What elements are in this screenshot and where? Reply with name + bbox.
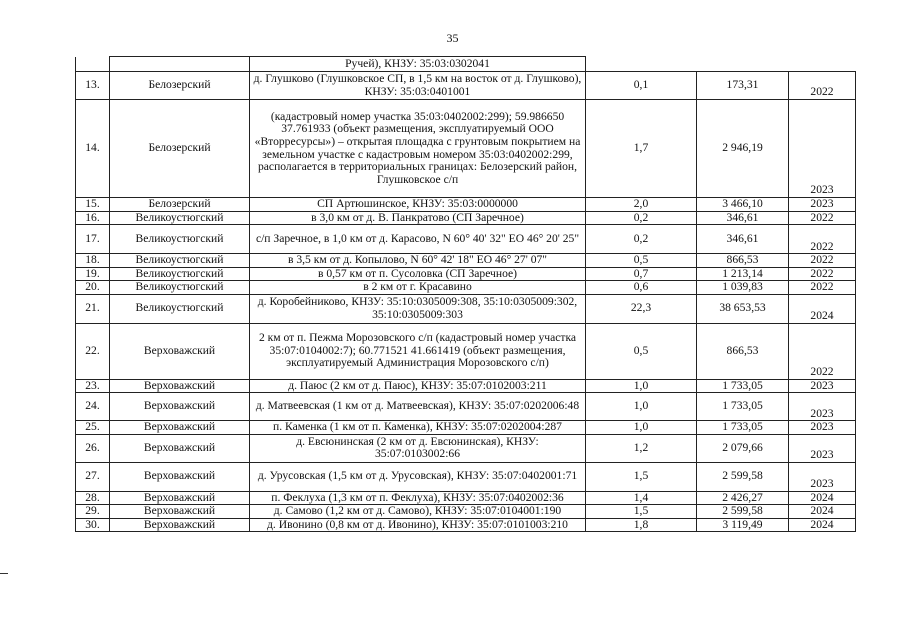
table-row: [76, 393, 856, 421]
continuation-row: [76, 57, 856, 72]
year-value: 2023: [789, 379, 856, 393]
district-name: Великоустюгский: [110, 281, 250, 295]
district-name: Белозерский: [110, 72, 250, 100]
row-number: 14.: [76, 100, 110, 198]
cell-empty: [76, 57, 110, 72]
margin-mark: [0, 573, 8, 574]
cost-value: 866,53: [697, 254, 789, 268]
table-body: [76, 57, 856, 532]
cost-value: 3 466,10: [697, 198, 789, 212]
location-description: в 2 км от г. Красавино: [250, 281, 586, 295]
location-description: (кадастровый номер участка 35:03:0402002:299); 59.986650 37.761933 (объект размещения, эксплуатируемый ООО «Вторресурсы») – открытая площадка с грунтовым покрытием на земельном участке с кадастровым номером 35:03:0402002:299, располагается в территориальных границах: Белозерский район, Глушковское с/п: [250, 100, 586, 198]
district-name: Верховажский: [110, 379, 250, 393]
area-value: 22,3: [586, 294, 697, 323]
cost-value: 3 119,49: [697, 518, 789, 532]
row-number: 22.: [76, 323, 110, 379]
year-value: 2022: [789, 254, 856, 268]
row-number: 27.: [76, 462, 110, 491]
cost-value: 866,53: [697, 323, 789, 379]
cost-value: 2 946,19: [697, 100, 789, 198]
row-number: 17.: [76, 225, 110, 254]
district-name: Верховажский: [110, 491, 250, 505]
location-description: в 3,5 км от д. Копылово, N 60° 42' 18" EO 46° 27' 07": [250, 254, 586, 268]
location-description: д. Паюс (2 км от д. Паюс), КНЗУ: 35:07:0102003:211: [250, 379, 586, 393]
area-value: 1,5: [586, 505, 697, 519]
row-number: 30.: [76, 518, 110, 532]
location-description: п. Каменка (1 км от п. Каменка), КНЗУ: 35:07:0202004:287: [250, 421, 586, 435]
year-value: 2023: [789, 100, 856, 198]
cost-value: 2 599,58: [697, 462, 789, 491]
table-row: [76, 100, 856, 198]
row-number: 25.: [76, 421, 110, 435]
facilities-table: [75, 56, 856, 532]
cost-value: 346,61: [697, 211, 789, 225]
location-description: д. Самово (1,2 км от д. Самово), КНЗУ: 35:07:0104001:190: [250, 505, 586, 519]
table-row: [76, 198, 856, 212]
district-name: Верховажский: [110, 462, 250, 491]
year-value: 2024: [789, 294, 856, 323]
district-name: Верховажский: [110, 421, 250, 435]
year-value: 2022: [789, 225, 856, 254]
year-value: 2022: [789, 281, 856, 295]
location-description: п. Феклуха (1,3 км от п. Феклуха), КНЗУ: 35:07:0402002:36: [250, 491, 586, 505]
district-name: Верховажский: [110, 518, 250, 532]
cell-empty: [110, 57, 250, 72]
district-name: Белозерский: [110, 100, 250, 198]
location-description: д. Коробейниково, КНЗУ: 35:10:0305009:308, 35:10:0305009:302, 35:10:0305009:303: [250, 294, 586, 323]
year-value: 2023: [789, 393, 856, 421]
area-value: 1,8: [586, 518, 697, 532]
table-row: [76, 462, 856, 491]
row-number: 19.: [76, 267, 110, 281]
table-row: [76, 225, 856, 254]
area-value: 1,0: [586, 379, 697, 393]
cost-value: 38 653,53: [697, 294, 789, 323]
year-value: 2023: [789, 198, 856, 212]
district-name: Верховажский: [110, 505, 250, 519]
cost-value: 346,61: [697, 225, 789, 254]
cost-value: 1 039,83: [697, 281, 789, 295]
table-row: [76, 379, 856, 393]
cell-empty: [586, 57, 856, 72]
year-value: 2024: [789, 518, 856, 532]
area-value: 1,7: [586, 100, 697, 198]
location-description: д. Евсюнинская (2 км от д. Евсюнинская), КНЗУ: 35:07:0103002:66: [250, 434, 586, 462]
area-value: 0,2: [586, 211, 697, 225]
table-row: [76, 254, 856, 268]
row-number: 21.: [76, 294, 110, 323]
district-name: Верховажский: [110, 434, 250, 462]
page-number: 35: [446, 31, 459, 45]
row-number: 18.: [76, 254, 110, 268]
area-value: 1,0: [586, 421, 697, 435]
district-name: Великоустюгский: [110, 225, 250, 254]
year-value: 2024: [789, 505, 856, 519]
table-row: [76, 491, 856, 505]
table-row: [76, 421, 856, 435]
year-value: 2023: [789, 421, 856, 435]
continuation-text: Ручей), КНЗУ: 35:03:0302041: [250, 57, 586, 72]
table-row: [76, 294, 856, 323]
table-row: [76, 505, 856, 519]
table-row: [76, 211, 856, 225]
location-description: 2 км от п. Пежма Морозовского с/п (кадастровый номер участка 35:07:0104002:7); 60.771521 41.661419 (объект размещения, эксплуатируемый Администрация Морозовского с/п): [250, 323, 586, 379]
area-value: 0,7: [586, 267, 697, 281]
location-description: в 0,57 км от п. Сусоловка (СП Заречное): [250, 267, 586, 281]
year-value: 2023: [789, 434, 856, 462]
year-value: 2024: [789, 491, 856, 505]
area-value: 2,0: [586, 198, 697, 212]
district-name: Великоустюгский: [110, 294, 250, 323]
table-row: [76, 267, 856, 281]
area-value: 0,1: [586, 72, 697, 100]
district-name: Великоустюгский: [110, 267, 250, 281]
location-description: с/п Заречное, в 1,0 км от д. Карасово, N 60° 40' 32" EO 46° 20' 25": [250, 225, 586, 254]
area-value: 1,5: [586, 462, 697, 491]
row-number: 26.: [76, 434, 110, 462]
area-value: 0,5: [586, 323, 697, 379]
district-name: Верховажский: [110, 323, 250, 379]
table-row: [76, 434, 856, 462]
area-value: 0,2: [586, 225, 697, 254]
district-name: Великоустюгский: [110, 254, 250, 268]
row-number: 23.: [76, 379, 110, 393]
location-description: д. Глушково (Глушковское СП, в 1,5 км на восток от д. Глушково), КНЗУ: 35:03:0401001: [250, 72, 586, 100]
location-description: в 3,0 км от д. В. Панкратово (СП Заречное): [250, 211, 586, 225]
cost-value: 2 426,27: [697, 491, 789, 505]
cost-value: 173,31: [697, 72, 789, 100]
table-row: [76, 72, 856, 100]
location-description: д. Матвеевская (1 км от д. Матвеевская), КНЗУ: 35:07:0202006:48: [250, 393, 586, 421]
district-name: Верховажский: [110, 393, 250, 421]
location-description: д. Урусовская (1,5 км от д. Урусовская), КНЗУ: 35:07:0402001:71: [250, 462, 586, 491]
year-value: 2023: [789, 462, 856, 491]
area-value: 0,5: [586, 254, 697, 268]
cost-value: 1 213,14: [697, 267, 789, 281]
row-number: 28.: [76, 491, 110, 505]
row-number: 29.: [76, 505, 110, 519]
cost-value: 2 079,66: [697, 434, 789, 462]
table-row: [76, 518, 856, 532]
area-value: 0,6: [586, 281, 697, 295]
area-value: 1,2: [586, 434, 697, 462]
row-number: 24.: [76, 393, 110, 421]
area-value: 1,4: [586, 491, 697, 505]
cost-value: 1 733,05: [697, 379, 789, 393]
row-number: 16.: [76, 211, 110, 225]
cost-value: 1 733,05: [697, 421, 789, 435]
year-value: 2022: [789, 211, 856, 225]
row-number: 15.: [76, 198, 110, 212]
location-description: СП Артюшинское, КНЗУ: 35:03:0000000: [250, 198, 586, 212]
cost-value: 1 733,05: [697, 393, 789, 421]
year-value: 2022: [789, 323, 856, 379]
district-name: Великоустюгский: [110, 211, 250, 225]
year-value: 2022: [789, 267, 856, 281]
row-number: 20.: [76, 281, 110, 295]
table-row: [76, 323, 856, 379]
year-value: 2022: [789, 72, 856, 100]
cost-value: 2 599,58: [697, 505, 789, 519]
row-number: 13.: [76, 72, 110, 100]
area-value: 1,0: [586, 393, 697, 421]
table-row: [76, 281, 856, 295]
district-name: Белозерский: [110, 198, 250, 212]
location-description: д. Ивонино (0,8 км от д. Ивонино), КНЗУ: 35:07:0101003:210: [250, 518, 586, 532]
